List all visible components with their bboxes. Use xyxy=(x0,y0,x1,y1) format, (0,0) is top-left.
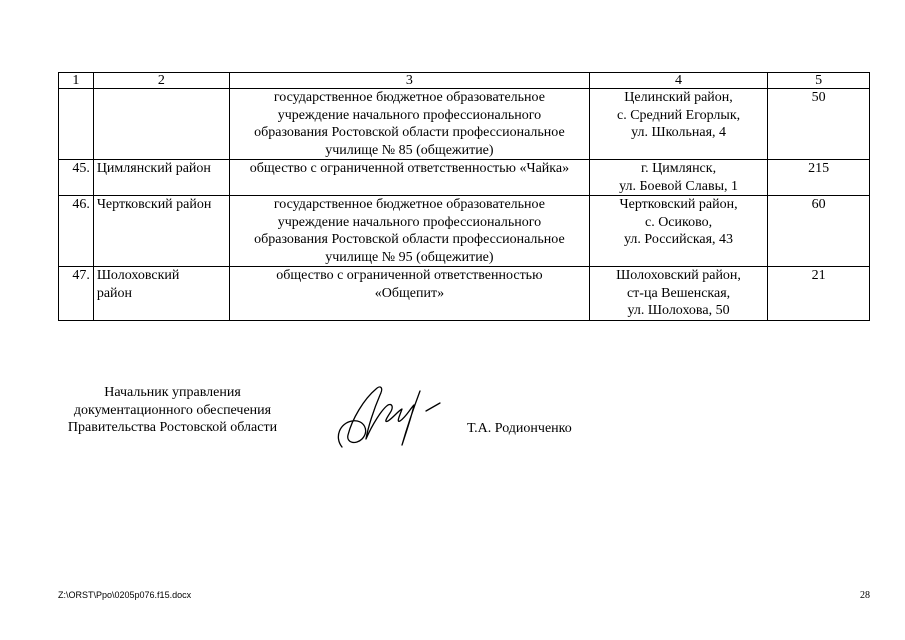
address-cell xyxy=(589,160,767,196)
capacity-cell: 215 xyxy=(768,160,870,196)
address-line: ст-ца Вешенская, xyxy=(626,285,731,301)
signatory-title-line: документационного обеспечения xyxy=(73,402,272,418)
row-number xyxy=(59,89,94,160)
organization-cell xyxy=(229,196,589,267)
table-header-row xyxy=(59,73,870,89)
org-line: училище № 85 (общежитие) xyxy=(325,142,494,158)
district-cell xyxy=(93,267,229,321)
address-line: с. Осиково, xyxy=(644,214,713,230)
org-line: общество с ограниченной ответственностью xyxy=(276,268,543,283)
capacity-cell: 60 xyxy=(768,196,870,267)
organizations-table xyxy=(58,72,870,321)
row-number: 45. xyxy=(59,160,94,196)
address-line: ул. Школьная, 4 xyxy=(631,125,727,140)
district-cell xyxy=(93,89,229,160)
address-line: ул. Российская, 43 xyxy=(624,232,734,247)
address-line: г. Цимлянск, xyxy=(641,161,717,176)
org-line: государственное бюджетное образовательное xyxy=(273,197,545,212)
page-number: 28 xyxy=(860,590,870,601)
handwritten-signature-icon xyxy=(330,375,445,460)
signatory-title-line: Начальник управления xyxy=(104,385,241,400)
district-line: Цимлянский район xyxy=(96,161,211,176)
address-cell xyxy=(589,267,767,321)
capacity-cell: 50 xyxy=(768,89,870,160)
signatory-title-line: Правительства Ростовской области xyxy=(67,420,278,435)
address-line: Шолоховский район, xyxy=(616,268,741,283)
address-line: Целинский район, xyxy=(624,90,733,105)
org-line: училище № 95 (общежитие) xyxy=(325,249,494,265)
district-line: Шолоховский xyxy=(96,268,180,283)
header-cell: 4 xyxy=(589,73,767,89)
organization-cell xyxy=(229,160,589,196)
district-cell xyxy=(93,196,229,267)
header-cell: 5 xyxy=(768,73,870,89)
district-line: район xyxy=(96,285,133,301)
address-cell xyxy=(589,196,767,267)
org-line: образования Ростовской области профессиональное xyxy=(254,232,565,247)
org-line: «Общепит» xyxy=(374,285,445,301)
org-line: учреждение начального профессионального xyxy=(277,107,542,123)
table-row xyxy=(59,267,870,321)
district-line: Чертковский район xyxy=(96,197,212,212)
org-line: образования Ростовской области профессиональное xyxy=(254,125,565,140)
table-row xyxy=(59,196,870,267)
org-line: учреждение начального профессионального xyxy=(277,214,542,230)
header-cell: 1 xyxy=(59,73,94,89)
organization-cell xyxy=(229,89,589,160)
address-line: Чертковский район, xyxy=(619,197,738,212)
org-line: государственное бюджетное образовательное xyxy=(273,90,545,105)
signer-name: Т.А. Родионченко xyxy=(467,421,572,436)
file-path: Z:\ORST\Ppo\0205p076.f15.docx xyxy=(58,590,192,600)
address-line: с. Средний Егорлык, xyxy=(616,107,741,123)
capacity-cell: 21 xyxy=(768,267,870,321)
header-cell: 2 xyxy=(93,73,229,89)
row-number: 47. xyxy=(59,267,94,321)
table-row xyxy=(59,160,870,196)
address-line: ул. Боевой Славы, 1 xyxy=(619,178,738,194)
org-line: общество с ограниченной ответственностью «Чайка» xyxy=(249,161,570,176)
address-cell xyxy=(589,89,767,160)
signature-title-block xyxy=(55,384,290,437)
row-number: 46. xyxy=(59,196,94,267)
district-cell xyxy=(93,160,229,196)
address-line: ул. Шолохова, 50 xyxy=(627,303,730,318)
header-cell: 3 xyxy=(229,73,589,89)
table-row xyxy=(59,89,870,160)
organization-cell xyxy=(229,267,589,321)
